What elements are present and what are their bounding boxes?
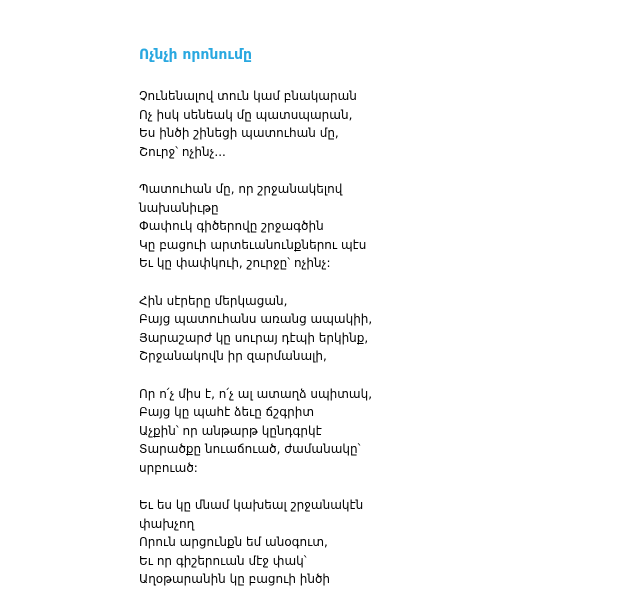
poem-line: Որ ո՛չ միս է, ո՛չ ալ ատաղձ սպիտակ,	[139, 386, 373, 401]
poem-line: Չունենալով տուն կամ բնակարան	[139, 89, 357, 103]
poem-line: Հին սէրերը մերկացան,	[139, 293, 288, 308]
poem-line: Ես ինծի շինեցի պատուհան մը,	[139, 126, 339, 140]
poem-line: Կը բացուի արտեւանունքներու պէս	[139, 237, 367, 252]
poem-line: Շուրջ՝ ոչինչ...	[139, 144, 226, 159]
poem-line: Շրջանակովն իր զարմանալի,	[139, 349, 327, 363]
poem-line: Տարածքը նուաճուած, ժամանակը՝	[139, 442, 361, 456]
poem-line: Ոչ իսկ սենեակ մը պատսպարան,	[139, 107, 353, 122]
poem-line: փախչող	[139, 516, 195, 531]
poem-title: Ոչնչի որոնումը	[139, 47, 253, 63]
stanza-2	[139, 180, 439, 273]
poem-line: Աղօթարանին կը բացուի ինծի	[139, 572, 331, 586]
poem-line: Որուն արցունքն եմ անօգուտ,	[139, 535, 328, 549]
stanza-5	[139, 496, 439, 589]
poem-line: Աչքին՝ որ անթարթ կընդգրկէ	[139, 423, 322, 438]
poem-page	[139, 44, 439, 608]
stanza-1	[139, 87, 439, 161]
poem-line: Եւ կը փափկուի, շուրջը՝ ոչինչ:	[139, 256, 331, 270]
poem-line: Յարաշարժ կը սուրայ դէպի երկինք,	[139, 330, 369, 345]
stanza-4	[139, 385, 439, 478]
stanza-3	[139, 292, 439, 366]
poem-line: Բայց կը պահէ ձեւը ճշգրիտ	[139, 405, 314, 419]
poem-line: Բայց պատուհանս առանց ապակիի,	[139, 312, 373, 326]
poem-line: Փափուկ գիծերովը շրջագծին	[139, 219, 324, 233]
poem-line: Եւ ես կը մնամ կախեալ շրջանակէն	[139, 498, 364, 512]
poem-line: Եւ որ գիշերուան մէջ փակ՝	[139, 553, 307, 568]
poem-line: Պատուհան մը, որ շրջանակելով	[139, 182, 343, 196]
poem-line: նախանիւթը	[139, 200, 219, 215]
poem-line: սրբուած:	[139, 460, 198, 475]
